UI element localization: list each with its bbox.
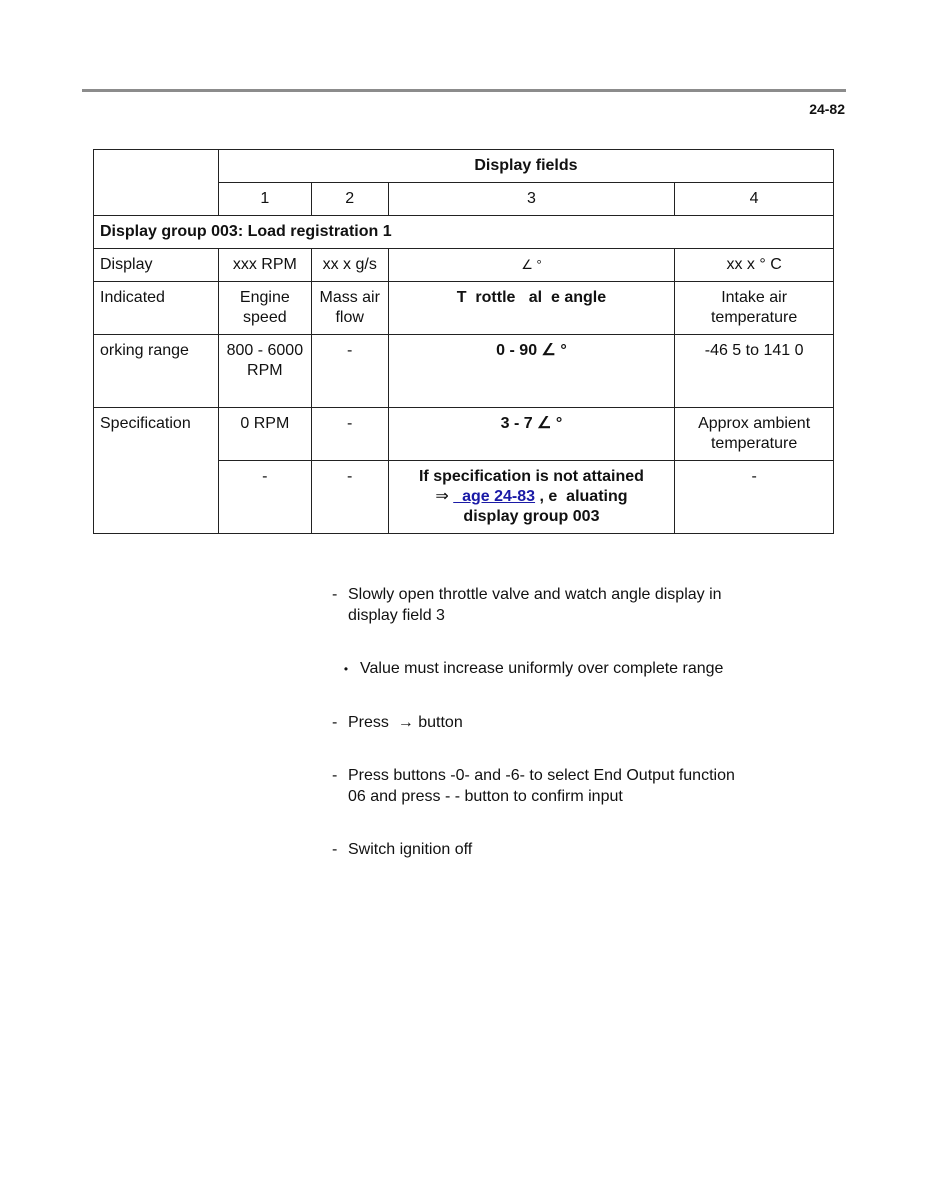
cell-field-3	[388, 461, 675, 534]
display-group-text: display group 003	[463, 508, 600, 525]
step-marker: -	[332, 767, 338, 784]
cell-field-1: Engine speed	[218, 282, 311, 335]
table-row	[94, 408, 834, 461]
cell-field-3: T rottle al e angle	[388, 282, 675, 335]
row-label: Display	[94, 249, 219, 282]
group-title-row	[94, 216, 834, 249]
list-item	[332, 766, 752, 807]
table-row	[94, 282, 834, 335]
cell-field-2: -	[311, 461, 388, 534]
cell-field-3: ∠ °	[388, 249, 675, 282]
table-row	[94, 335, 834, 408]
step-text: Value must increase uniformly over complete range	[360, 660, 724, 677]
cell-field-1: 800 - 6000 RPM	[218, 335, 311, 408]
cell-field-1: xxx RPM	[218, 249, 311, 282]
field-number: 4	[675, 183, 834, 216]
cell-field-1: -	[218, 461, 311, 534]
arrow-icon: ⇒	[435, 488, 449, 505]
list-item	[332, 840, 752, 861]
cell-field-1: 0 RPM	[218, 408, 311, 461]
cell-field-4: -	[675, 461, 834, 534]
cell-field-4: Intake air temperature	[675, 282, 834, 335]
row-label: orking range	[94, 335, 219, 408]
cell-field-3: 0 - 90 ∠ °	[388, 335, 675, 408]
step-text: Slowly open throttle valve and watch angle display in display field 3	[348, 586, 722, 624]
step-text: Switch ignition off	[348, 841, 473, 858]
cell-field-4: Approx ambient temperature	[675, 408, 834, 461]
empty-header-cell	[94, 150, 219, 216]
row-label: Specification	[94, 408, 219, 534]
cell-field-2: -	[311, 335, 388, 408]
step-marker: -	[332, 713, 338, 731]
cell-field-2: -	[311, 408, 388, 461]
cell-field-2: xx x g/s	[311, 249, 388, 282]
cell-field-4: xx x ° C	[675, 249, 834, 282]
link-trailing-text: , e aluating	[535, 488, 628, 505]
list-item	[332, 713, 752, 734]
page-link[interactable]: age 24-83	[453, 488, 536, 505]
table-header-row	[94, 150, 834, 183]
procedure-steps	[332, 585, 752, 894]
group-title: Display group 003: Load registration 1	[94, 216, 834, 249]
table-row	[94, 249, 834, 282]
cell-field-4: -46 5 to 141 0	[675, 335, 834, 408]
step-text: Press → button	[348, 713, 463, 731]
top-rule	[82, 89, 846, 92]
bullet-icon: •	[343, 662, 349, 676]
field-number: 1	[218, 183, 311, 216]
spec-link-line	[395, 487, 669, 507]
spec-not-attained-text: If specification is not attained	[418, 468, 644, 485]
step-marker: -	[332, 586, 338, 603]
cell-field-2: Mass air flow	[311, 282, 388, 335]
field-number: 3	[388, 183, 675, 216]
list-item	[332, 659, 752, 680]
field-number: 2	[311, 183, 388, 216]
display-fields-header: Display fields	[218, 150, 833, 183]
row-label: Indicated	[94, 282, 219, 335]
step-marker: -	[332, 841, 338, 858]
display-group-table	[93, 149, 834, 534]
cell-field-3: 3 - 7 ∠ °	[388, 408, 675, 461]
list-item	[332, 585, 752, 626]
step-text: Press buttons -0- and -6- to select End Output function 06 and press - - button to confirm input	[348, 767, 735, 805]
page-number: 24-82	[809, 101, 845, 117]
